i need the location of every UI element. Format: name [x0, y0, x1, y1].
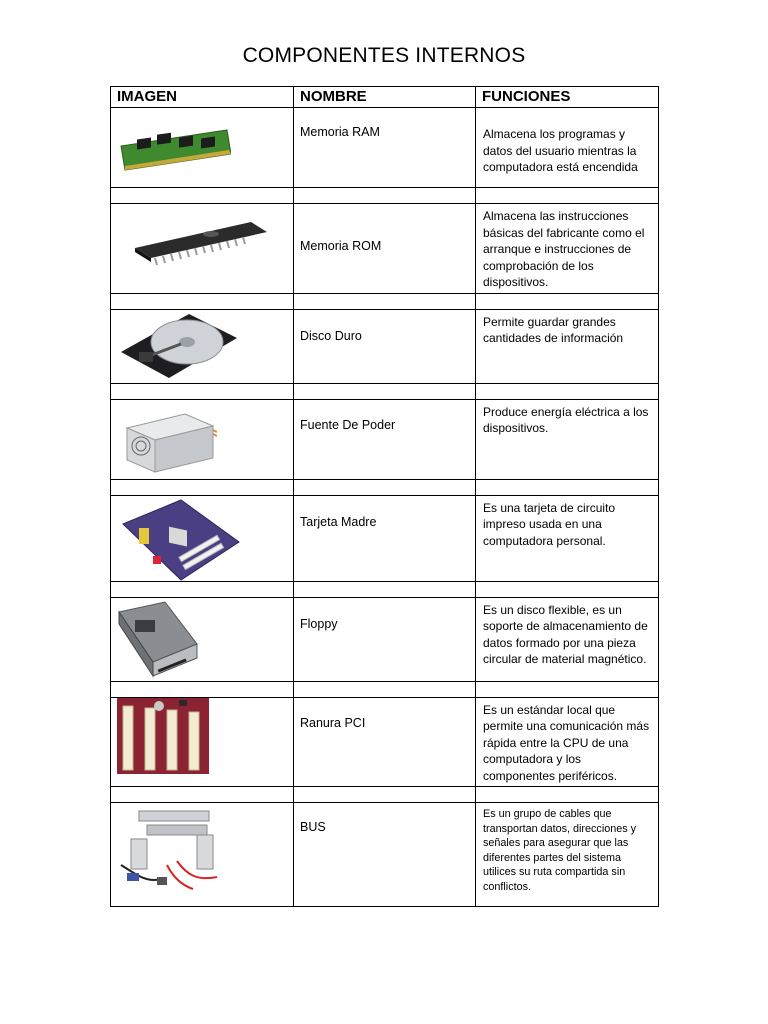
spacer-row — [111, 787, 659, 803]
spacer-row — [111, 188, 659, 204]
component-name: Ranura PCI — [294, 697, 476, 787]
component-function: Es un grupo de cables que transportan datos, direcciones y señales para asegurar que las diferentes partes del sistema utilices su ruta compartida sin conflictos. — [476, 803, 659, 907]
header-image: IMAGEN — [111, 87, 294, 108]
table-row — [111, 697, 659, 787]
rom-chip-icon — [131, 218, 271, 266]
ram-module-icon — [119, 124, 231, 172]
image-cell — [111, 399, 294, 479]
image-cell — [111, 697, 294, 787]
component-name: Memoria RAM — [294, 108, 476, 188]
component-function: Es un estándar local que permite una comunicación más rápida entre la CPU de una computadora y los componentes periféricos. — [476, 697, 659, 787]
header-name: NOMBRE — [294, 87, 476, 108]
component-function: Almacena los programas y datos del usuario mientras la computadora está encendida — [476, 108, 659, 188]
component-name: Disco Duro — [294, 309, 476, 383]
motherboard-icon — [119, 498, 243, 582]
spacer-row — [111, 383, 659, 399]
component-name: BUS — [294, 803, 476, 907]
floppy-drive-icon — [117, 600, 201, 678]
spacer-row — [111, 681, 659, 697]
page-title: COMPONENTES INTERNOS — [242, 44, 526, 67]
component-function: Permite guardar grandes cantidades de información — [476, 309, 659, 383]
header-functions: FUNCIONES — [476, 87, 659, 108]
spacer-row — [111, 293, 659, 309]
table-row — [111, 204, 659, 294]
component-name: Floppy — [294, 597, 476, 681]
image-cell — [111, 495, 294, 581]
image-cell — [111, 204, 294, 294]
spacer-row — [111, 581, 659, 597]
component-name: Tarjeta Madre — [294, 495, 476, 581]
bus-cables-icon — [117, 805, 227, 893]
component-name: Memoria ROM — [294, 204, 476, 294]
components-table — [110, 86, 659, 907]
table-row — [111, 597, 659, 681]
power-supply-icon — [125, 410, 217, 474]
hard-disk-icon — [119, 312, 239, 382]
image-cell — [111, 803, 294, 907]
component-function: Produce energía eléctrica a los dispositivos. — [476, 399, 659, 479]
component-function: Almacena las instrucciones básicas del fabricante como el arranque e instrucciones de comprobación de los dispositivos. — [476, 204, 659, 294]
pci-slot-icon — [117, 698, 209, 774]
image-cell — [111, 309, 294, 383]
table-row — [111, 309, 659, 383]
spacer-row — [111, 479, 659, 495]
component-function: Es una tarjeta de circuito impreso usada en una computadora personal. — [476, 495, 659, 581]
table-row — [111, 108, 659, 188]
component-function: Es un disco flexible, es un soporte de almacenamiento de datos formado por una pieza circular de material magnético. — [476, 597, 659, 681]
table-row — [111, 495, 659, 581]
component-name: Fuente De Poder — [294, 399, 476, 479]
image-cell — [111, 597, 294, 681]
table-header-row — [111, 87, 659, 108]
table-row — [111, 803, 659, 907]
image-cell — [111, 108, 294, 188]
table-row — [111, 399, 659, 479]
